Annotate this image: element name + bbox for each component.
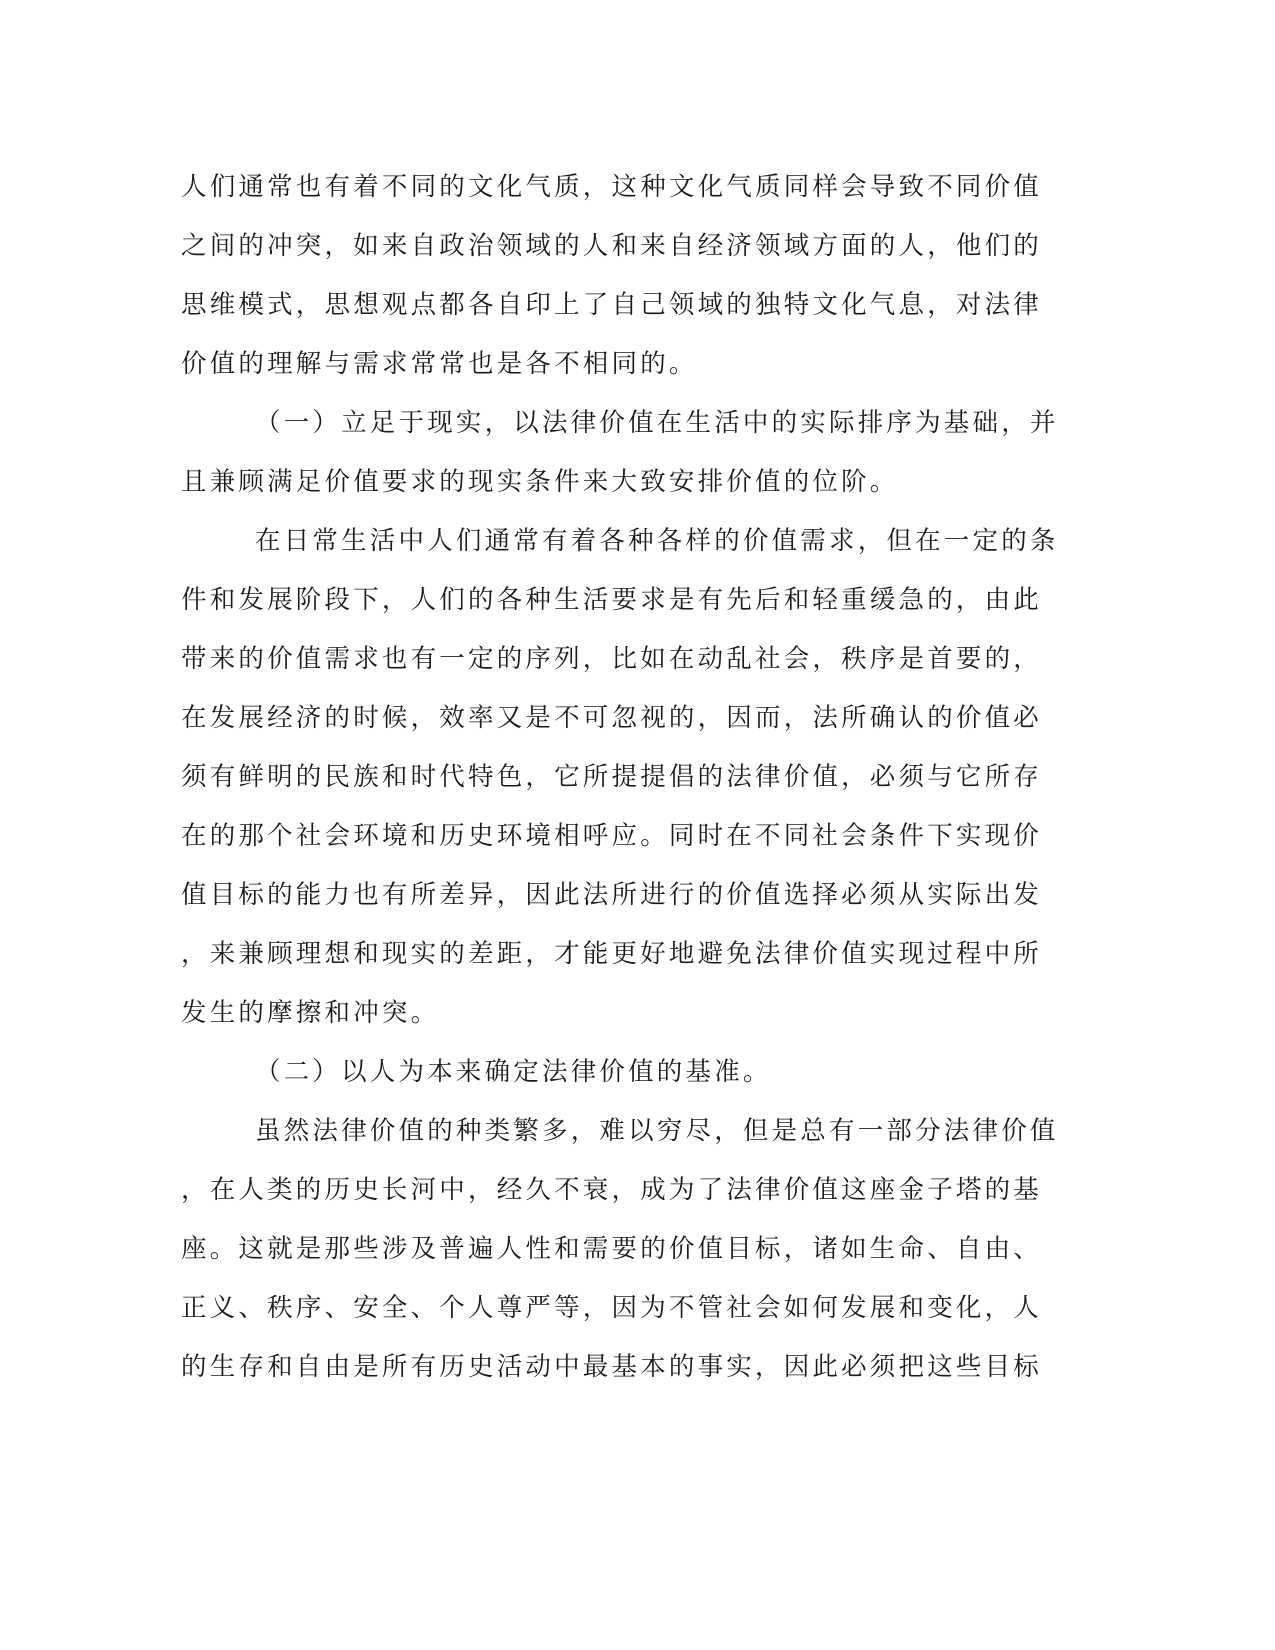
text-line-9: 带来的价值需求也有一定的序列，比如在动乱社会，秩序是首要的， bbox=[181, 644, 1043, 674]
section-heading-1: （一）立足于现实，以法律价值在生活中的实际排序为基础，并 bbox=[255, 408, 1059, 438]
text-line-4: 价值的理解与需求常常也是各不相同的。 bbox=[181, 349, 698, 379]
text-line-8: 件和发展阶段下，人们的各种生活要求是有先后和轻重缓急的，由此 bbox=[181, 585, 1043, 615]
section-heading-2: （二）以人为本来确定法律价值的基准。 bbox=[255, 1057, 772, 1087]
text-line-1: 人们通常也有着不同的文化气质，这种文化气质同样会导致不同价值 bbox=[181, 172, 1043, 202]
text-line-19: 座。这就是那些涉及普遍人性和需要的价值目标，诸如生命、自由、 bbox=[181, 1234, 1043, 1264]
text-line-14: ，来兼顾理想和现实的差距，才能更好地避免法律价值实现过程中所 bbox=[181, 939, 1043, 969]
paragraph-start-3: 虽然法律价值的种类繁多，难以穷尽，但是总有一部分法律价值 bbox=[255, 1116, 1059, 1146]
text-line-11: 须有鲜明的民族和时代特色，它所提提倡的法律价值，必须与它所存 bbox=[181, 762, 1043, 792]
text-line-12: 在的那个社会环境和历史环境相呼应。同时在不同社会条件下实现价 bbox=[181, 821, 1043, 851]
text-line-15: 发生的摩擦和冲突。 bbox=[181, 998, 440, 1028]
body-text bbox=[181, 158, 1059, 1397]
text-line-18: ，在人类的历史长河中，经久不衰，成为了法律价值这座金子塔的基 bbox=[181, 1175, 1043, 1205]
text-line-6: 且兼顾满足价值要求的现实条件来大致安排价值的位阶。 bbox=[181, 467, 899, 497]
text-line-2: 之间的冲突，如来自政治领域的人和来自经济领域方面的人，他们的 bbox=[181, 231, 1043, 261]
text-line-21: 的生存和自由是所有历史活动中最基本的事实，因此必须把这些目标 bbox=[181, 1352, 1043, 1382]
text-line-20: 正义、秩序、安全、个人尊严等，因为不管社会如何发展和变化，人 bbox=[181, 1293, 1043, 1323]
text-line-13: 值目标的能力也有所差异，因此法所进行的价值选择必须从实际出发 bbox=[181, 880, 1043, 910]
paragraph-start-2: 在日常生活中人们通常有着各种各样的价值需求，但在一定的条 bbox=[255, 526, 1059, 556]
text-line-3: 思维模式，思想观点都各自印上了自己领域的独特文化气息，对法律 bbox=[181, 290, 1043, 320]
text-line-10: 在发展经济的时候，效率又是不可忽视的，因而，法所确认的价值必 bbox=[181, 703, 1043, 733]
